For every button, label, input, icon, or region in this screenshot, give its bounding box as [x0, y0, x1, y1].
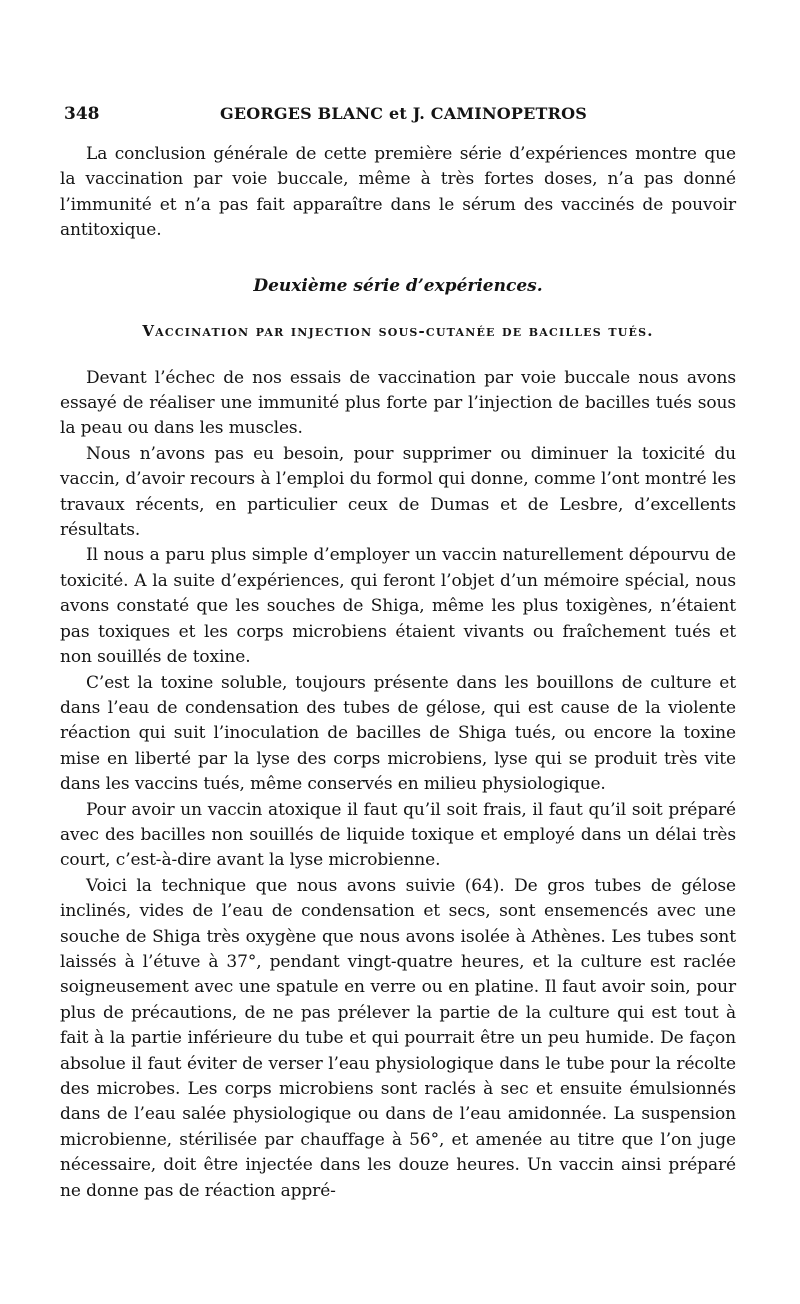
body-paragraph: Pour avoir un vaccin atoxique il faut qu’il soit frais, il faut qu’il soit préparé avec des bacilles non souillés de liquide toxique et employé dans un délai très court, c’est-à-dire avant la lyse microbienne.	[60, 799, 736, 871]
running-header	[60, 100, 736, 130]
page-number: 348	[64, 104, 100, 124]
opening-paragraph: La conclusion générale de cette première série d’expériences montre que la vaccination par voie buccale, même à très fortes doses, n’a pas donné l’immunité et n’a pas fait apparaître dans le sérum des vaccinés de pouvoir antitoxique.	[60, 144, 736, 241]
body-paragraph: Voici la technique que nous avons suivie (64). De gros tubes de gélose inclinés, vides de l’eau de condensation et secs, sont ensemencés avec une souche de Shiga très oxygène que nous avons isolée à Athènes. Les tubes sont laissés à l’étuve à 37°, pendant vingt-quatre heures, et la culture est raclée soigneusement avec une spatule en verre ou en platine. Il faut avoir soin, pour plus de précautions, de ne pas prélever la partie de la culture qui est tout à fait à la partie inférieure du tube et qui pourrait être un peu humide. De façon absolue il faut éviter de verser l’eau physiologique dans le tube pour la récolte des microbes. Les corps microbiens sont raclés à sec et ensuite émulsionnés dans de l’eau salée physiologique ou dans de l’eau amidonnée. La suspension microbienne, stérilisée par chauffage à 56°, et amenée au titre que l’on juge nécessaire, doit être injectée dans les douze heures. Un vaccin ainsi préparé ne donne pas de réaction appré-	[60, 875, 736, 1201]
body-paragraph: Devant l’échec de nos essais de vaccination par voie buccale nous avons essayé de réaliser une immunité plus forte par l’injection de bacilles tués sous la peau ou dans les muscles.	[60, 367, 736, 439]
running-title: GEORGES BLANC et J. CAMINOPETROS	[220, 104, 588, 123]
section-heading: Deuxième série d’expériences.	[253, 275, 543, 296]
body-paragraph: Il nous a paru plus simple d’employer un vaccin naturellement dépourvu de toxicité. A la suite d’expériences, qui feront l’objet d’un mémoire spécial, nous avons constaté que les souches de Shiga, même les plus toxigènes, n’étaient pas toxiques et les corps microbiens étaient vivants ou fraîchement tués et non souillés de toxine.	[60, 545, 736, 668]
body-paragraph: Nous n’avons pas eu besoin, pour supprimer ou diminuer la toxicité du vaccin, d’avoir recours à l’emploi du formol qui donne, comme l’ont montré les travaux récents, en particulier ceux de Dumas et de Lesbre, d’excellents résultats.	[60, 443, 736, 541]
section-subheading: Vaccination par injection sous-cutanée de bacilles tués.	[142, 321, 654, 340]
body-paragraph: C’est la toxine soluble, toujours présente dans les bouillons de culture et dans l’eau de condensation des tubes de gélose, qui est cause de la violente réaction qui suit l’inoculation de bacilles de Shiga tués, ou encore la toxine mise en liberté par la lyse des corps microbiens, lyse qui se produit très vite dans les vaccins tués, même conservés en milieu physiologique.	[60, 672, 736, 795]
book-page	[60, 100, 736, 1204]
